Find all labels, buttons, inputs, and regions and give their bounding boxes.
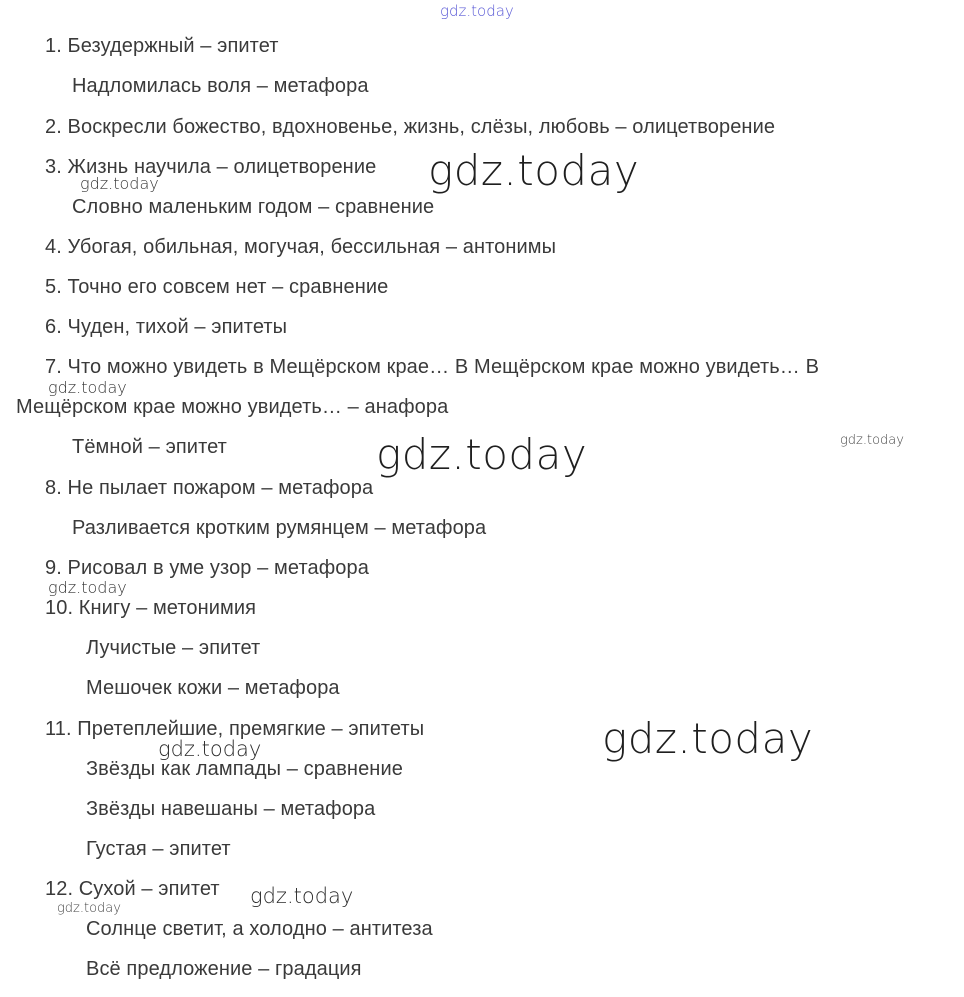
answer-line-7b: Тёмной – эпитет (72, 436, 227, 458)
watermark-large-3: gdz.today (602, 714, 814, 763)
answer-line-1: 1. Безудержный – эпитет (45, 35, 279, 57)
watermark-tiny-1: gdz.today (840, 433, 904, 448)
answer-line-6: 6. Чуден, тихой – эпитеты (45, 316, 288, 338)
answer-line-3b: Словно маленьким годом – сравнение (72, 196, 435, 218)
answer-line-10b: Лучистые – эпитет (86, 637, 261, 659)
answer-line-5: 5. Точно его совсем нет – сравнение (45, 276, 389, 298)
watermark-small-3: gdz.today (48, 578, 127, 597)
watermark-small-1: gdz.today (80, 174, 159, 193)
answer-line-4: 4. Убогая, обильная, могучая, бессильная – антонимы (45, 236, 557, 258)
answer-line-11d: Густая – эпитет (86, 838, 231, 860)
answer-line-1b: Надломилась воля – метафора (72, 75, 369, 97)
answer-line-12: 12. Сухой – эпитет (45, 878, 220, 900)
watermark-mid-2: gdz.today (250, 884, 354, 908)
answer-line-7-cont: Мещёрском крае можно увидеть… – анафора (16, 396, 449, 418)
answer-line-11b: Звёзды как лампады – сравнение (86, 758, 403, 780)
watermark-small-2: gdz.today (48, 378, 127, 397)
watermark-top: gdz.today (440, 2, 514, 20)
watermark-large-1: gdz.today (428, 146, 640, 195)
answer-line-7: 7. Что можно увидеть в Мещёрском крае… В Мещёрском крае можно увидеть… В (45, 356, 820, 378)
answer-line-8: 8. Не пылает пожаром – метафора (45, 477, 374, 499)
answer-line-11: 11. Претеплейшие, премягкие – эпитеты (45, 718, 425, 740)
answer-line-3: 3. Жизнь научила – олицетворение (45, 156, 377, 178)
answer-line-11c: Звёзды навешаны – метафора (86, 798, 376, 820)
answer-line-12b: Солнце светит, а холодно – антитеза (86, 918, 433, 940)
answer-line-10: 10. Книгу – метонимия (45, 597, 257, 619)
answer-line-9: 9. Рисовал в уме узор – метафора (45, 557, 369, 579)
answer-line-10c: Мешочек кожи – метафора (86, 677, 340, 699)
watermark-mid-1: gdz.today (158, 737, 262, 761)
watermark-large-2: gdz.today (376, 430, 588, 479)
watermark-tiny-2: gdz.today (57, 901, 121, 916)
answer-line-2: 2. Воскресли божество, вдохновенье, жизнь, слёзы, любовь – олицетворение (45, 116, 776, 138)
answer-line-8b: Разливается кротким румянцем – метафора (72, 517, 487, 539)
answer-line-12c: Всё предложение – градация (86, 958, 362, 980)
